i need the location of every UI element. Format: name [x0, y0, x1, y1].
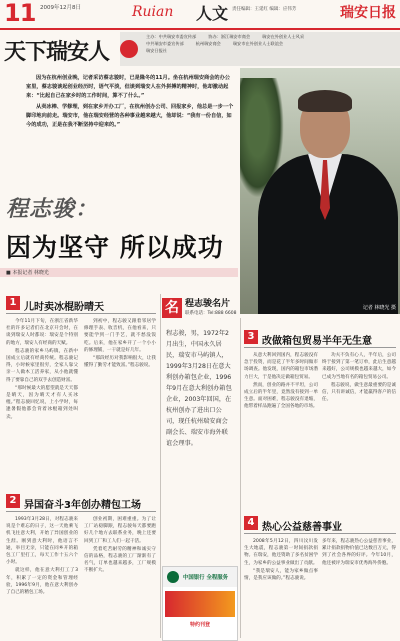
intro-paragraph: 从卖冰棒、学修理，到在家乡开办工厂，在杭州创办公司、回报家乡，他总是一步一个脚印地向前走。瑞安市，他在瑞安经营的各种事业越来越大，他却说：“我有一份自信，如今的成功，正是在我不断坚持中迎来的。” — [26, 104, 234, 128]
column-divider — [160, 294, 161, 638]
column-paragraph: 1993年3月28日，对程志骏来说是个难忘的日子，这一天他乘飞机飞往意大利，开始了异国创业的生涯。刚到意大利时，他语言不通，举目无亲，只能在同乡开的箱包工厂里打工，每天工作十五六个小时。 — [6, 517, 78, 566]
text-column — [6, 516, 78, 638]
series-title: 天下瑞安人 — [4, 39, 110, 65]
section-number: 2 — [6, 494, 20, 508]
text-column — [244, 352, 318, 510]
series-logo-icon — [120, 40, 138, 58]
series-strip-row — [146, 48, 396, 54]
column-paragraph: 今年11月下旬，在浙江省新华社的许多记者们在北京开会时，在谈到瑞安人时都说：瑞安是个特别的地方，瑞安人有经商的天赋。 — [6, 319, 78, 346]
section-number: 1 — [6, 296, 20, 310]
series-strip-row — [146, 41, 396, 47]
headline-kicker: 程志骏： — [6, 196, 99, 222]
bank-logo-icon — [167, 571, 179, 583]
text-column — [84, 516, 156, 638]
series-strip-row — [146, 34, 396, 40]
column-paragraph: 程志骏说，做生意最重要的是诚信，只有讲诚信，才能赢得客户的信任。 — [322, 382, 396, 403]
portrait-photo — [240, 68, 400, 314]
profile-card-title: 程志骏名片 — [185, 299, 231, 309]
page-number: 11 — [4, 0, 36, 27]
profile-card-header — [162, 296, 238, 322]
bank-advertisement — [162, 566, 238, 641]
section-title: 儿时卖冰棍盼晴天 — [24, 302, 104, 313]
column-paragraph: 2008年5月12日，四川汶川发生大地震，程志骏第一时间捐款捐物。在瑞安，他还资助了多名贫困学生，为家乡的公益事业做出了贡献。 — [244, 539, 318, 566]
column-paragraph: 功夫不负有心人，半年后，公司终于接到了第一笔订单，此后生意越来越好，公司规模也越来越大，如今已成为当地有名的箱包贸易公司。 — [322, 353, 396, 380]
series-strip-item: 杭州瑞安商会 — [195, 41, 221, 46]
column-paragraph: 从意大利回到国内，程志骏没有急于投资，而是花了半年多时间做市场调查。他发现，国内的箱包市场潜力巨大，于是他决定做箱包贸易。 — [244, 353, 318, 380]
ad-banner — [165, 591, 235, 617]
series-info-strip — [146, 34, 396, 54]
column-paragraph: 然而，创业的路并不平坦，公司成立后的半年里，竟然没有接到一单生意。面对困难，程志骏没有退缩，他带着样品跑遍了全国各地的市场。 — [244, 382, 318, 410]
section-title: 异国奋斗3年创办精包工场 — [24, 500, 141, 511]
headline-main: 因为坚守 所以成功 — [6, 233, 224, 262]
text-column — [84, 318, 156, 490]
byline: ■ 本报记者 林晓光 — [6, 270, 49, 276]
ad-footer: 特约刊登 — [189, 622, 210, 628]
series-strip-item: 瑞安在外创业人士风采 — [262, 34, 305, 39]
series-banner — [0, 32, 400, 66]
column-paragraph: “那时候最大的愿望就是天天都是晴天，因为晴天才有人买冰棍。”程志骏回忆说，上小学时，每逢暑假他都会背着冰棍箱到处叫卖。 — [6, 385, 78, 420]
edition-tag: Ruian — [132, 4, 174, 20]
column-paragraph: “那段经历对我影响很大，让我懂得了勤劳才能致富。”程志骏说。 — [84, 356, 156, 369]
text-column — [6, 318, 78, 490]
section-title: 改做箱包贸易半年无生意 — [262, 336, 372, 347]
series-strip-item: 中共瑞安市委宣传部 — [146, 41, 184, 46]
column-paragraph: 凭着吃苦耐劳的精神和诚实守信的品格，程志骏的工厂渐渐有了名气，订单也越来越多，工厂规模不断扩大。 — [84, 546, 156, 574]
section-title: 热心公益慈善事业 — [262, 522, 342, 533]
column-paragraph: 创业初期，困难重重。为了让工厂站稳脚跟，程志骏每天都要跑好几个地方去联系业务，晚上还要回到工厂和工人们一起干活。 — [84, 517, 156, 544]
text-column — [322, 352, 396, 510]
text-column: 多年来，程志骏热心公益慈善事业，累计捐款捐物价值已达数百万元，得到了社会各界的好评。今年10月，他还被评为瑞安市优秀海外侨胞。 — [322, 539, 396, 566]
column-paragraph: 程志骏的家乡马屿镇，在新中国成立后就有经商传统。程志骏记得，小时候家里很穷，全家人靠父亲一人做木工活养家，从小他就懂得了要靠自己的双手去创造财富。 — [6, 348, 78, 383]
profile-card-body: 程志骏，男，1972年2月出生，中国永久居民，瑞安市马屿镇人，1999年3月28日在意大利创办箱包企业，1996年9月在意大利创办箱包企业，2003年回国，在杭州创办了进出口公司，现任杭州瑞安商会副会长、瑞安市海外联谊会理事。 — [166, 330, 232, 447]
intro-paragraph: 因为在杭州创业晚，记者采访蔡志骏时，已是隆冬的11月。坐在杭州瑞安商会的办公室里，蔡志骏谈起创业经历时，语气平淡，但谈到瑞安人在外拼搏的精神时，他却激动起来：“比起自己在家乡时的工作时间，算不了什么。” — [26, 75, 230, 99]
section-number: 3 — [244, 330, 258, 344]
series-strip-item: 协办：浙江瑞安市商会 — [208, 34, 251, 39]
text-column — [244, 538, 318, 638]
series-strip-item: 主办：中共瑞安市委宣传部 — [146, 34, 197, 39]
article-intro — [26, 74, 234, 182]
column-paragraph: “我是瑞安人，能为家乡做点事情，是我应该做的。”程志骏说。 — [244, 568, 318, 582]
issue-date: 2009年12月8日 — [40, 5, 81, 11]
profile-card-tel: 联系电话：Tel:888 6608 — [185, 311, 237, 316]
column-paragraph: 到初中，程志骏又跟着邻居学修理手表、收音机，在他看来，只要能学到一门手艺，就不愁没饭吃。后来，他在家乡开了一个小小的修理铺，一干就是好几年。 — [84, 319, 156, 353]
masthead — [0, 0, 400, 30]
newspaper-brand: 瑞安日报 — [340, 5, 396, 21]
column-divider — [240, 318, 241, 638]
photo-credit: 记者 林晓光 摄 — [362, 305, 396, 311]
section-number: 4 — [244, 516, 258, 530]
column-paragraph: 就这样，他在意大利打工了3年，积累了一定的资金和管理经验，1996年9月，他在意大利创办了自己的精包工场。 — [6, 568, 78, 596]
series-strip-item: 瑞安日报社 — [146, 48, 167, 53]
profile-card-icon: 名 — [162, 298, 182, 318]
section-name: 人文 — [196, 4, 229, 23]
ad-bank-name: 中国银行 全程服务 — [183, 575, 229, 581]
series-strip-item: 瑞安市在外创业人士联谊会 — [232, 41, 284, 46]
editors-line: 责任编辑：王延红 编辑：应伟芳 — [232, 7, 297, 12]
